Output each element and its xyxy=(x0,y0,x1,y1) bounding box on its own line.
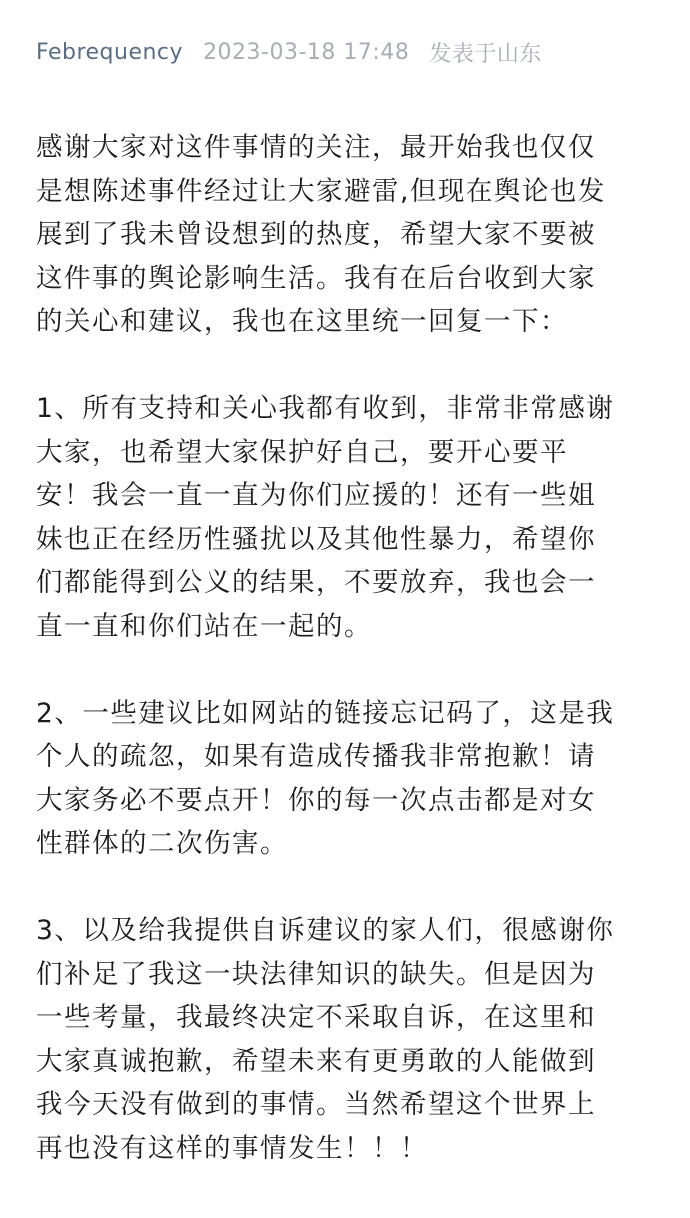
text-line: 妹也正在经历性骚扰以及其他性暴力，希望你 xyxy=(36,523,596,555)
text-line: 这件事的舆论影响生活。我有在后台收到大家 xyxy=(36,262,596,294)
text-line: 再也没有这样的事情发生！！！ xyxy=(36,1132,428,1164)
text-line: 大家真诚抱歉，希望未来有更勇敢的人能做到 xyxy=(36,1045,596,1077)
text-line: 2、一些建议比如网站的链接忘记码了，这是我 xyxy=(36,697,615,729)
text-line: 安！我会一直一直为你们应援的！还有一些姐 xyxy=(36,480,596,511)
paragraph-spacer xyxy=(36,344,656,388)
text-line: 1、所有支持和关心我都有收到，非常非常感谢 xyxy=(36,393,615,424)
paragraph-spacer xyxy=(36,648,656,692)
text-line: 性群体的二次伤害。 xyxy=(36,828,288,859)
text-line: 感谢大家对这件事情的关注，最开始我也仅仅 xyxy=(36,132,596,163)
paragraph-spacer xyxy=(36,866,656,910)
post-content xyxy=(36,126,656,1170)
paragraph-point-1 xyxy=(36,387,656,648)
paragraph-point-2 xyxy=(36,692,656,866)
post-meta-bar xyxy=(36,34,542,70)
paragraph-point-3 xyxy=(36,909,656,1170)
text-line: 们补足了我这一块法律知识的缺失。但是因为 xyxy=(36,958,596,990)
text-line: 直一直和你们站在一起的。 xyxy=(36,610,372,642)
text-line: 展到了我未曾设想到的热度，希望大家不要被 xyxy=(36,219,596,250)
text-line: 大家，也希望大家保护好自己，要开心要平 xyxy=(36,436,568,468)
text-line: 一些考量，我最终决定不采取自诉，在这里和 xyxy=(36,1002,596,1033)
post-timestamp: 2023-03-18 17:48 xyxy=(203,39,410,65)
text-line: 个人的疏忽，如果有造成传播我非常抱歉！请 xyxy=(36,741,596,772)
text-line: 是想陈述事件经过让大家避雷,但现在舆论也发 xyxy=(36,175,606,207)
author-name[interactable]: Febrequency xyxy=(36,39,184,65)
paragraph-intro xyxy=(36,126,656,344)
text-line: 我今天没有做到的事情。当然希望这个世界上 xyxy=(36,1089,596,1120)
text-line: 大家务必不要点开！你的每一次点击都是对女 xyxy=(36,784,596,816)
text-line: 3、以及给我提供自诉建议的家人们，很感谢你 xyxy=(36,915,615,946)
post-location: 发表于山东 xyxy=(429,41,542,67)
text-line: 的关心和建议，我也在这里统一回复一下： xyxy=(36,306,568,337)
text-line: 们都能得到公义的结果，不要放弃，我也会一 xyxy=(36,567,596,598)
